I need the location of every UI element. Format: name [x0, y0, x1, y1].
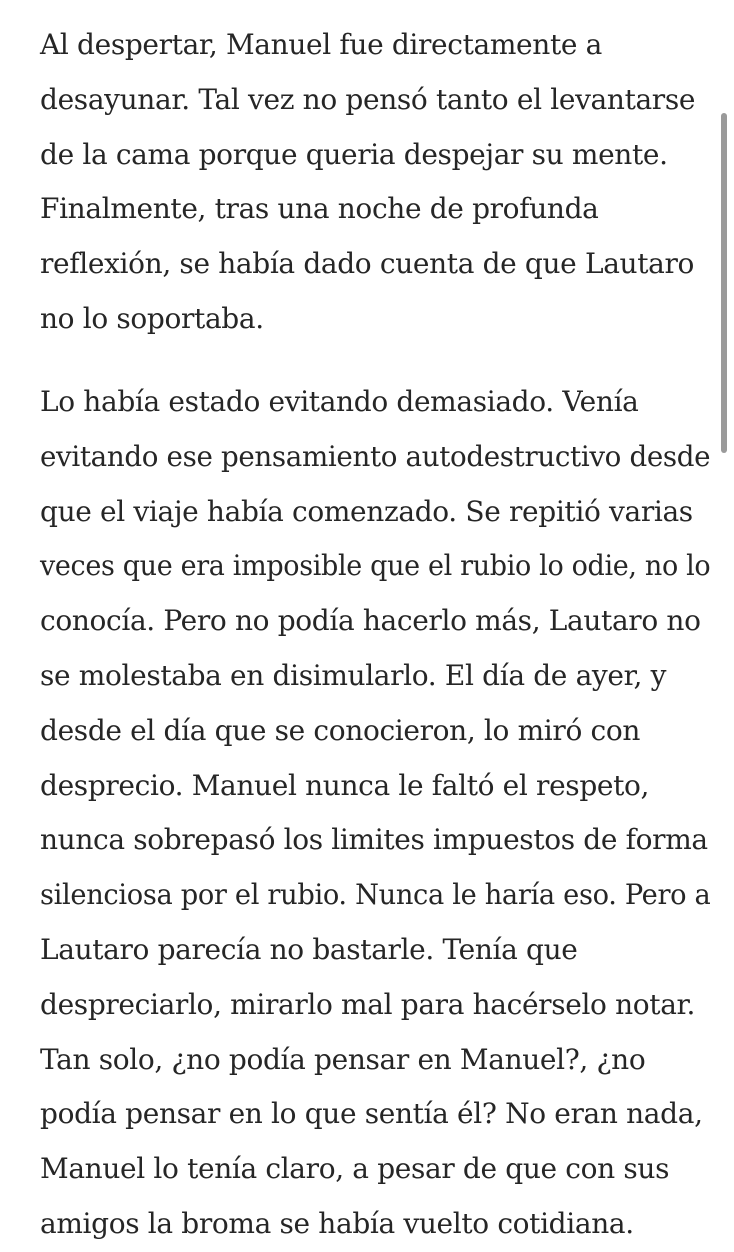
text-line: Lo había estado evitando demasiado. Venía [40, 385, 639, 418]
text-line: reflexión, se había dado cuenta de que Lautaro [40, 247, 695, 281]
text-line: despreciarlo, mirarlo mal para hacérselo notar. [40, 987, 696, 1021]
text-line: no lo soportaba. [40, 301, 264, 335]
text-line: se molestaba en disimularlo. El día de ayer, y [40, 658, 667, 692]
paragraph-1 [40, 18, 710, 347]
text-line: de la cama porque queria despejar su mente. [40, 137, 668, 171]
text-line: evitando ese pensamiento autodestructivo desde [40, 439, 711, 473]
text-line: Manuel lo tenía claro, a pesar de que con sus [40, 1152, 670, 1186]
text-line: veces que era imposible que el rubio lo odie, no lo [40, 549, 711, 583]
text-line: nunca sobrepasó los limites impuestos de forma [40, 823, 708, 857]
text-line: Lautaro parecía no bastarle. Tenía que [40, 932, 578, 966]
text-line: silenciosa por el rubio. Nunca le haría eso. Pero a [40, 878, 711, 912]
paragraph-2 [40, 375, 710, 1252]
vertical-scrollbar[interactable] [721, 113, 727, 453]
text-line: Finalmente, tras una noche de profunda [40, 192, 599, 226]
text-line: Al despertar, Manuel fue directamente a [40, 28, 602, 61]
text-line: desayunar. Tal vez no pensó tanto el levantarse [40, 82, 696, 116]
text-line: podía pensar en lo que sentía él? No eran nada, [40, 1097, 703, 1131]
text-line: conocía. Pero no podía hacerlo más, Lautaro no [40, 604, 701, 638]
text-line: Tan solo, ¿no podía pensar en Manuel?, ¿no [40, 1042, 646, 1076]
text-line: amigos la broma se había vuelto cotidiana. [40, 1206, 634, 1240]
text-line: que el viaje había comenzado. Se repitió varias [40, 494, 693, 528]
text-line: desde el día que se conocieron, lo miró con [40, 713, 641, 747]
text-line: desprecio. Manuel nunca le faltó el respeto, [40, 768, 650, 802]
